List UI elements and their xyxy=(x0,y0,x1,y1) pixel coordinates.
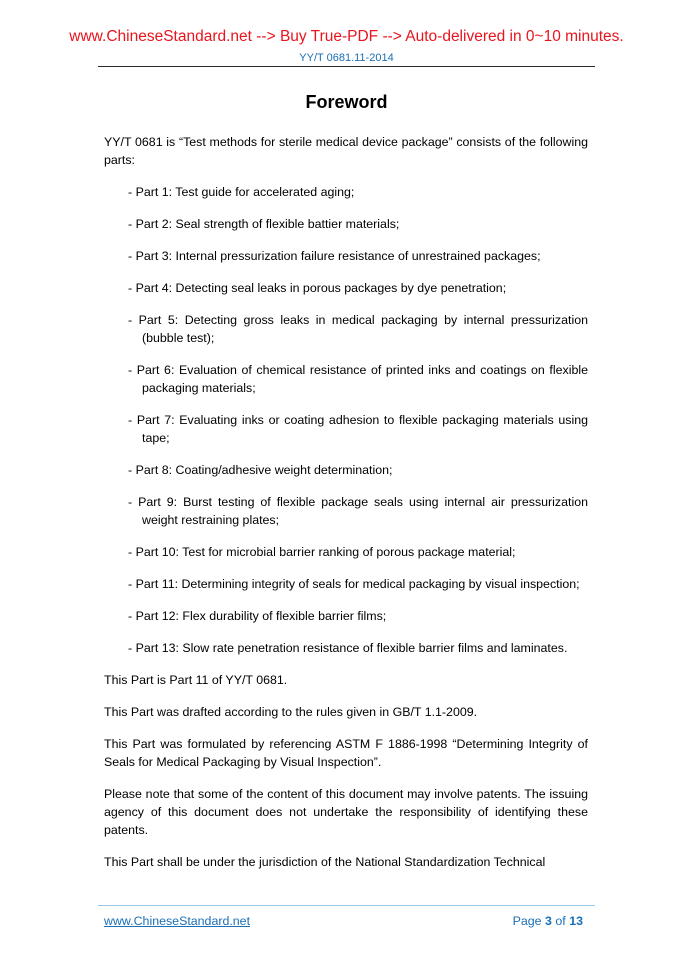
paragraph: This Part shall be under the jurisdiction of the National Standardization Technical xyxy=(104,855,546,869)
page-title: Foreword xyxy=(305,92,388,112)
list-item: - Part 2: Seal strength of flexible battier materials; xyxy=(128,217,400,231)
paragraph: This Part was formulated by referencing ASTM F 1886-1998 “Determining Integrity of Seals for Medical Packaging by Visual Inspection”. xyxy=(104,737,588,769)
paragraph: This Part is Part 11 of YY/T 0681. xyxy=(104,673,288,687)
list-item: - Part 11: Determining integrity of seals for medical packaging by visual inspection; xyxy=(128,577,580,591)
list-item: - Part 4: Detecting seal leaks in porous packages by dye penetration; xyxy=(128,281,507,295)
document-code: YY/T 0681.11-2014 xyxy=(299,52,394,64)
list-item: - Part 12: Flex durability of flexible barrier films; xyxy=(128,609,387,623)
list-item: - Part 5: Detecting gross leaks in medical packaging by internal pressurization (bubble test); xyxy=(128,313,588,345)
parts-list xyxy=(104,183,588,657)
page-current: 3 xyxy=(545,914,552,928)
footer-divider xyxy=(98,905,595,906)
paragraph: This Part was drafted according to the rules given in GB/T 1.1-2009. xyxy=(104,705,478,719)
list-item: - Part 7: Evaluating inks or coating adhesion to flexible packaging materials using tape; xyxy=(128,413,588,445)
page-label: Page xyxy=(512,914,542,928)
list-item: - Part 6: Evaluation of chemical resistance of printed inks and coatings on flexible packaging materials; xyxy=(128,363,588,395)
document-body xyxy=(104,133,588,885)
list-item: - Part 1: Test guide for accelerated aging; xyxy=(128,185,355,199)
list-item: - Part 10: Test for microbial barrier ranking of porous package material; xyxy=(128,545,516,559)
list-item: - Part 8: Coating/adhesive weight determination; xyxy=(128,463,393,477)
page-of: of xyxy=(555,914,566,928)
list-item: - Part 3: Internal pressurization failure resistance of unrestrained packages; xyxy=(128,249,541,263)
intro-paragraph: YY/T 0681 is “Test methods for sterile medical device package” consists of the following parts: xyxy=(104,135,588,167)
paragraph: Please note that some of the content of this document may involve patents. The issuing agency of this document does not undertake the responsibility of identifying these patents. xyxy=(104,787,588,837)
page-total: 13 xyxy=(569,914,583,928)
list-item: - Part 9: Burst testing of flexible package seals using internal air pressurization weight restraining plates; xyxy=(128,495,588,527)
page-indicator xyxy=(513,913,583,929)
footer-site-link[interactable]: www.ChineseStandard.net xyxy=(104,914,251,928)
header-divider xyxy=(98,66,595,67)
list-item: - Part 13: Slow rate penetration resistance of flexible barrier films and laminates. xyxy=(128,641,568,655)
promo-banner-link[interactable]: www.ChineseStandard.net --> Buy True-PDF --> Auto-delivered in 0~10 minutes. xyxy=(69,28,624,45)
